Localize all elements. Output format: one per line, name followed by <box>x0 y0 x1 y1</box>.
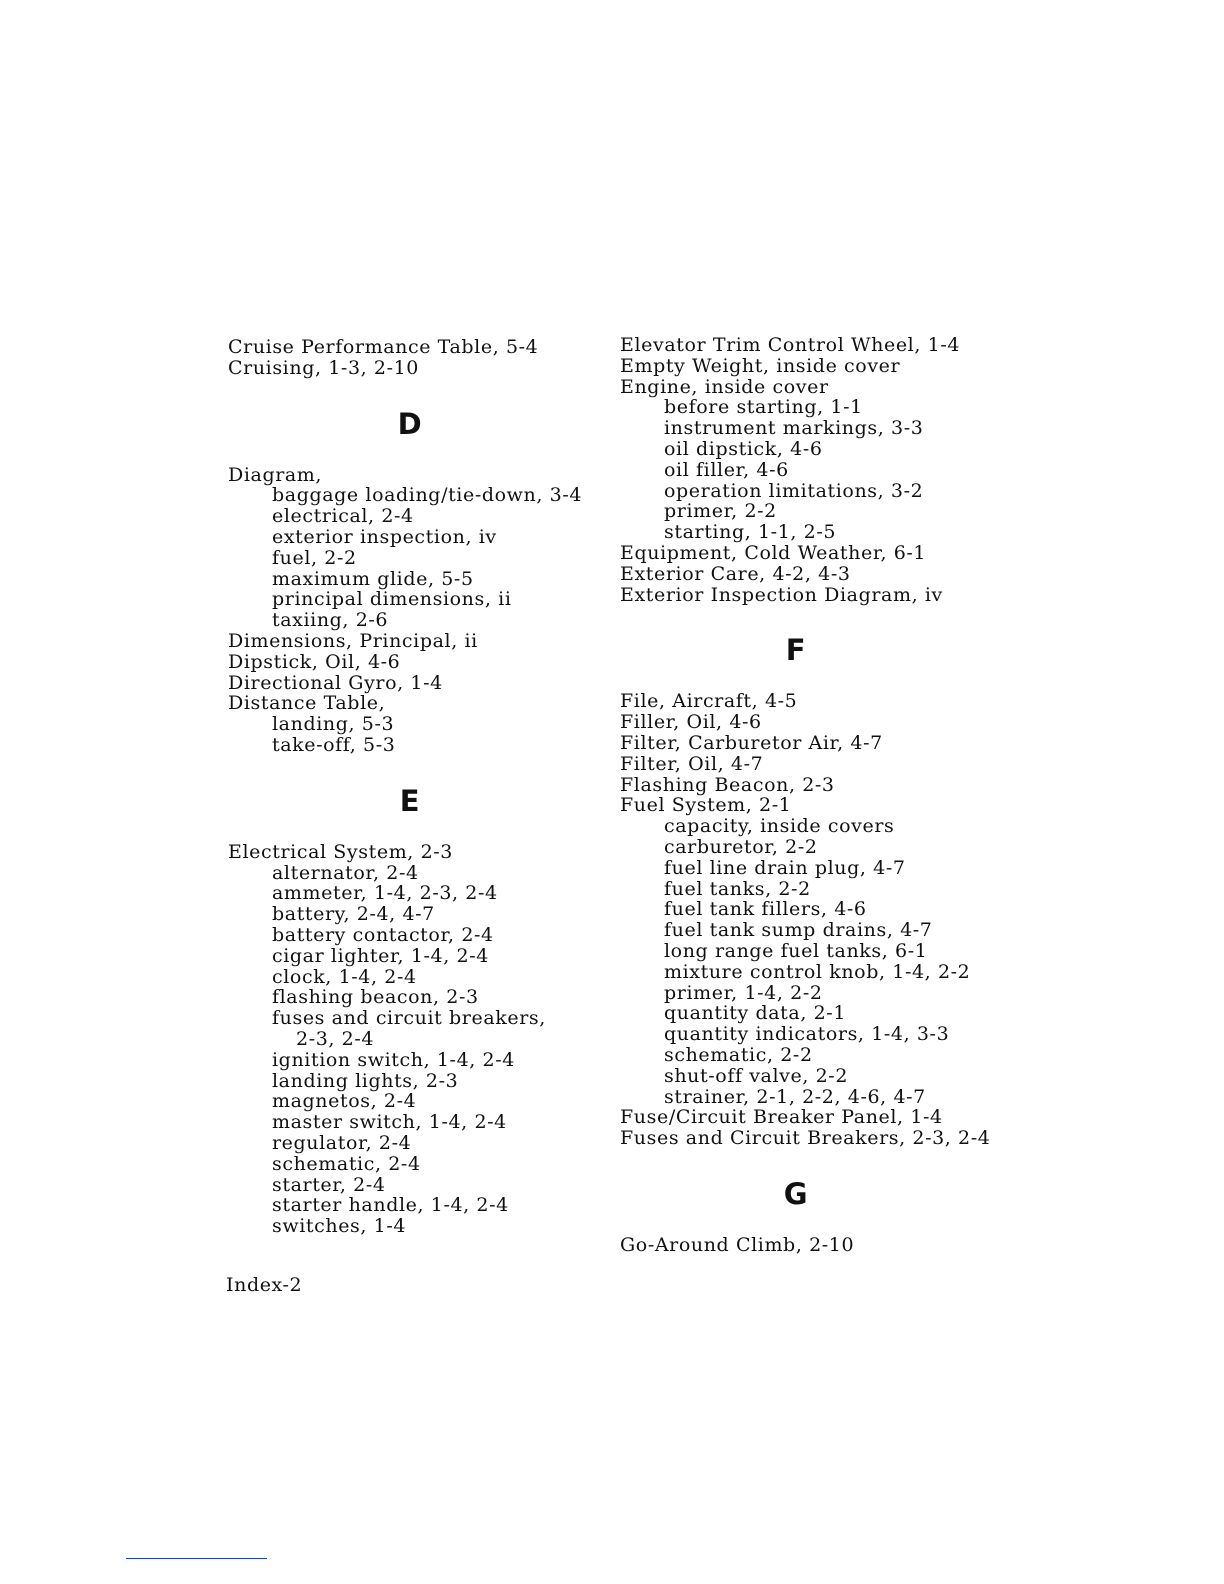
index-entry: Elevator Trim Control Wheel, 1-4 <box>620 334 961 356</box>
index-subentry: primer, 1-4, 2-2 <box>664 981 823 1004</box>
index-subentry: fuses and circuit breakers, <box>272 1007 546 1030</box>
index-subentry: mixture control knob, 1-4, 2-2 <box>664 960 971 983</box>
index-entry: Cruising, 1-3, 2-10 <box>228 356 419 379</box>
index-subentry: alternator, 2-4 <box>272 861 419 884</box>
index-subentry: schematic, 2-4 <box>272 1152 421 1175</box>
index-subentry: carburetor, 2-2 <box>664 836 818 858</box>
index-subentry: ignition switch, 1-4, 2-4 <box>272 1048 515 1071</box>
index-entry: File, Aircraft, 4-5 <box>620 690 798 713</box>
index-subentry: fuel tank sump drains, 4-7 <box>664 919 933 942</box>
index-subentry: switches, 1-4 <box>272 1215 407 1238</box>
index-entry: Go-Around Climb, 2-10 <box>620 1234 855 1256</box>
index-entry: Diagram, <box>228 463 323 486</box>
index-subentry: clock, 1-4, 2-4 <box>272 965 417 988</box>
index-subentry: oil dipstick, 4-6 <box>664 438 823 460</box>
index-subentry: long range fuel tanks, 6-1 <box>664 940 928 962</box>
index-subentry: shut-off valve, 2-2 <box>664 1064 849 1087</box>
index-entry: Fuse/Circuit Breaker Panel, 1-4 <box>620 1106 943 1129</box>
index-subentry: operation limitations, 3-2 <box>664 479 924 502</box>
section-heading-g: G <box>783 1177 809 1211</box>
index-subentry: fuel line drain plug, 4-7 <box>664 856 906 879</box>
index-subentry: flashing beacon, 2-3 <box>272 986 479 1009</box>
index-subentry: starting, 1-1, 2-5 <box>664 521 837 544</box>
index-entry: Electrical System, 2-3 <box>228 840 453 863</box>
index-subentry: regulator, 2-4 <box>272 1132 412 1154</box>
index-subentry: quantity indicators, 1-4, 3-3 <box>664 1023 950 1046</box>
section-heading-d: D <box>397 406 423 441</box>
index-subentry: schematic, 2-2 <box>664 1044 813 1066</box>
index-subentry: starter handle, 1-4, 2-4 <box>272 1194 509 1217</box>
index-entry: Equipment, Cold Weather, 6-1 <box>620 542 927 564</box>
index-subentry: ammeter, 1-4, 2-3, 2-4 <box>272 882 498 905</box>
index-subentry: principal dimensions, ii <box>272 588 512 611</box>
index-entry: Distance Table, <box>228 692 386 715</box>
index-entry: Filler, Oil, 4-6 <box>620 711 762 734</box>
index-entry: Filter, Oil, 4-7 <box>620 752 764 775</box>
index-entry: Directional Gyro, 1-4 <box>228 671 443 694</box>
index-subentry: electrical, 2-4 <box>272 505 414 528</box>
index-subentry: strainer, 2-1, 2-2, 4-6, 4-7 <box>664 1085 926 1108</box>
index-subentry: starter, 2-4 <box>272 1173 386 1196</box>
index-subentry: 2-3, 2-4 <box>296 1028 375 1050</box>
index-entry: Fuel System, 2-1 <box>620 794 792 817</box>
section-heading-e: E <box>399 783 421 818</box>
index-subentry: landing, 5-3 <box>272 713 395 736</box>
index-subentry: oil filler, 4-6 <box>664 458 789 481</box>
index-entry: Cruise Performance Table, 5-4 <box>228 336 539 358</box>
index-subentry: capacity, inside covers <box>664 815 895 838</box>
index-subentry: taxiing, 2-6 <box>272 609 389 632</box>
index-subentry: maximum glide, 5-5 <box>272 567 474 590</box>
index-subentry: battery contactor, 2-4 <box>272 924 494 946</box>
index-entry: Dimensions, Principal, ii <box>228 630 478 652</box>
index-subentry: primer, 2-2 <box>664 500 777 523</box>
index-entry: Fuses and Circuit Breakers, 2-3, 2-4 <box>620 1127 991 1150</box>
index-subentry: fuel tanks, 2-2 <box>664 877 811 900</box>
index-subentry: before starting, 1-1 <box>664 396 863 419</box>
index-subentry: magnetos, 2-4 <box>272 1090 417 1113</box>
index-entry: Dipstick, Oil, 4-6 <box>228 650 401 673</box>
index-entry: Exterior Care, 4-2, 4-3 <box>620 562 851 585</box>
index-entry: Empty Weight, inside cover <box>620 354 901 377</box>
footer-rule <box>126 1558 267 1559</box>
index-subentry: cigar lighter, 1-4, 2-4 <box>272 944 489 967</box>
index-entry: Filter, Carburetor Air, 4-7 <box>620 732 883 754</box>
index-subentry: quantity data, 2-1 <box>664 1002 847 1025</box>
index-entry: Engine, inside cover <box>620 375 829 398</box>
section-heading-f: F <box>785 633 807 668</box>
index-subentry: exterior inspection, iv <box>272 526 497 548</box>
index-subentry: master switch, 1-4, 2-4 <box>272 1111 507 1134</box>
index-subentry: fuel tank fillers, 4-6 <box>664 898 867 921</box>
index-entry: Flashing Beacon, 2-3 <box>620 773 835 796</box>
index-subentry: landing lights, 2-3 <box>272 1069 459 1092</box>
index-entry: Exterior Inspection Diagram, iv <box>620 583 943 606</box>
index-subentry: take-off, 5-3 <box>272 734 396 756</box>
index-subentry: baggage loading/tie-down, 3-4 <box>272 484 583 507</box>
page-label: Index-2 <box>226 1274 303 1296</box>
index-subentry: battery, 2-4, 4-7 <box>272 903 435 926</box>
index-subentry: fuel, 2-2 <box>272 546 357 569</box>
index-subentry: instrument markings, 3-3 <box>664 417 924 440</box>
